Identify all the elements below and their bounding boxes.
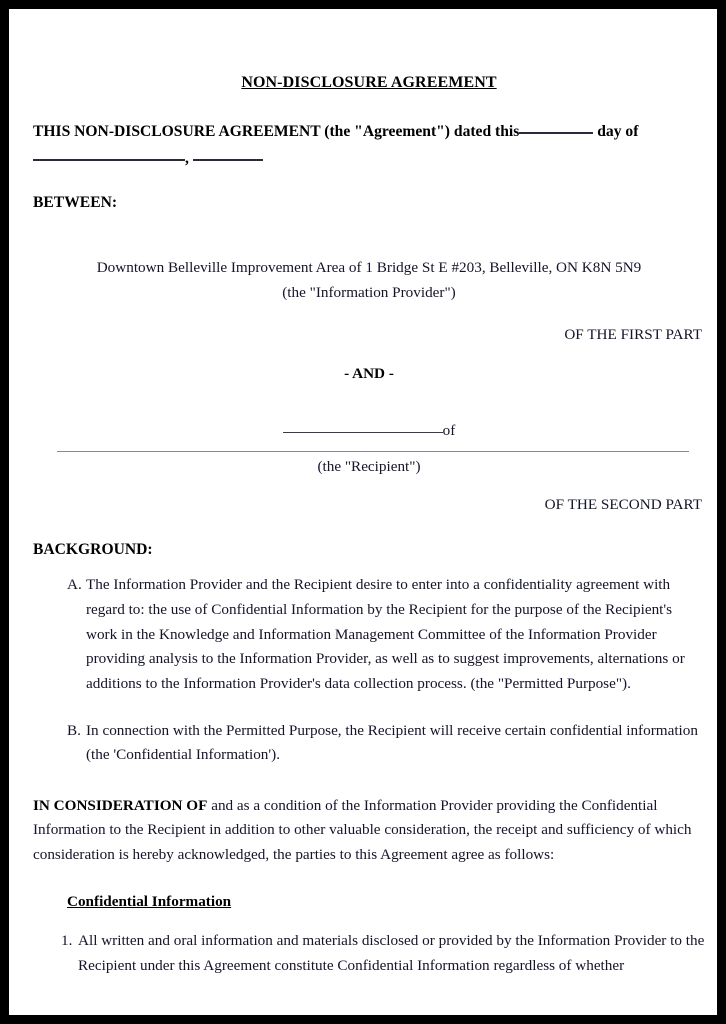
document-title: NON-DISCLOSURE AGREEMENT — [241, 74, 497, 91]
background-item-b — [33, 719, 705, 768]
background-item-a — [33, 573, 705, 696]
background-heading: BACKGROUND: — [33, 540, 153, 558]
month-blank-field[interactable] — [33, 159, 185, 161]
day-blank-field[interactable] — [519, 132, 593, 134]
intro-text-after-day: day of — [597, 123, 639, 140]
document-page — [9, 9, 717, 1015]
recipient-name-blank-field[interactable] — [283, 432, 443, 433]
intro-comma: , — [185, 149, 189, 167]
of-the-first-part-label: OF THE FIRST PART — [564, 325, 702, 343]
confidential-information-heading-wrap — [33, 868, 705, 909]
background-item-a-marker: A. — [67, 576, 82, 594]
consideration-paragraph — [33, 794, 705, 868]
confidential-information-heading: Confidential Information — [67, 892, 232, 910]
intro-text-before-day: THIS NON-DISCLOSURE AGREEMENT (the "Agreement") dated this — [33, 123, 520, 140]
confidential-information-item-1-marker: 1. — [61, 931, 73, 949]
consideration-lead: IN CONSIDERATION OF — [33, 796, 208, 814]
confidential-information-item-1-text: All written and oral information and materials disclosed or provided by the Information Provider to the Recipient under this Agreement constitute Confidential Information regardless of whether — [78, 931, 705, 974]
document-content — [33, 9, 705, 978]
first-party-name-address: Downtown Belleville Improvement Area of 1 Bridge St E #203, Belleville, ON K8N 5N9 — [96, 259, 642, 277]
background-item-b-text: In connection with the Permitted Purpose, the Recipient will receive certain confidential information (the 'Confidential Information'). — [86, 721, 698, 764]
intro-paragraph — [33, 119, 705, 173]
recipient-address-rule — [57, 451, 689, 452]
background-item-a-text: The Information Provider and the Recipient desire to enter into a confidentiality agreement with regard to: the use of Confidential Information by the Recipient for the purpose of the Recipient's work in the Knowledge and Information Management Committee of the Information Provider providing analysis to the Information Provider, as well as to suggest improvements, alternations or additions to the Information Provider's data collection process. (the "Permitted Purpose"). — [86, 576, 685, 692]
background-item-b-marker: B. — [67, 721, 81, 739]
confidential-information-item-1 — [33, 929, 705, 978]
year-blank-field[interactable] — [193, 159, 263, 161]
between-label: BETWEEN: — [33, 193, 118, 211]
and-separator: - AND - — [344, 365, 394, 383]
recipient-of-label: of — [442, 422, 456, 440]
recipient-defined-term: (the "Recipient") — [317, 458, 421, 476]
recipient-fill-row — [33, 423, 705, 438]
of-the-second-part-label: OF THE SECOND PART — [544, 495, 702, 513]
first-party-block — [33, 256, 705, 305]
consideration-text: and as a condition of the Information Provider providing the Confidential Information to the Recipient in addition to other valuable consideration, the receipt and sufficiency of which consideration is hereby acknowledged, the parties to this Agreement agree as follows: — [33, 796, 692, 864]
first-party-defined-term: (the "Information Provider") — [282, 283, 456, 301]
